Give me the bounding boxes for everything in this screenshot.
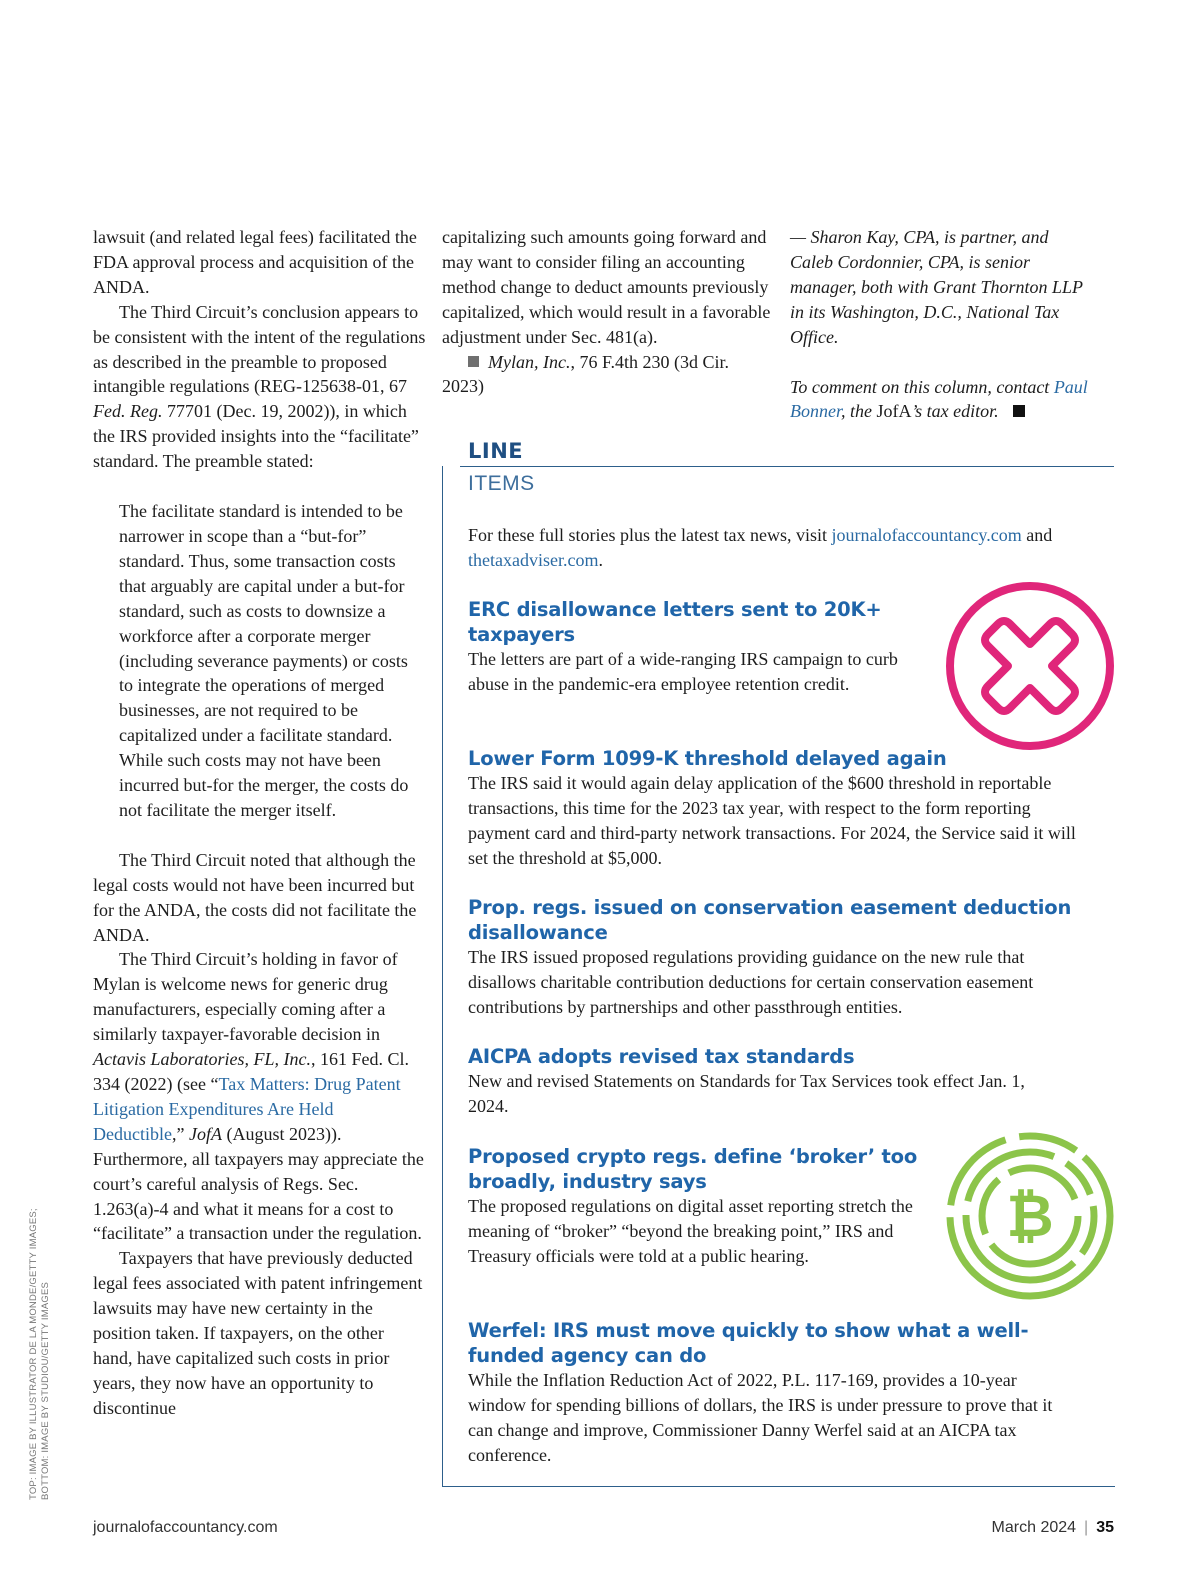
text-run: ’s tax editor. (911, 401, 999, 422)
box-subtitle: ITEMS (468, 472, 535, 495)
text-run: JofA (876, 401, 912, 422)
paragraph: lawsuit (and related legal fees) facilitated the FDA approval process and acquisition of the ANDA. (93, 227, 417, 297)
text-run: (August 2023)). Furthermore, all taxpayers may appreciate the court’s careful analysis of Regs. Sec. 1.263(a)-4 and what it means for a cost to “facilitate” a transaction under the regulation. (93, 1123, 424, 1244)
article-column-1 (93, 225, 426, 1421)
paragraph (93, 300, 426, 474)
credit-line: TOP: IMAGE BY ILLUSTRATOR DE LA MONDE/GETTY IMAGES; (28, 1208, 39, 1500)
news-body: While the Inflation Reduction Act of 2022, P.L. 117-169, provides a 10-year window for spending billions of dollars, the IRS is under pressure to prove that it can change and improve, Commissioner Danny Werfel said at an AICPA tax conference. (468, 1370, 1053, 1465)
footer-date: March 2024 (991, 1519, 1077, 1536)
news-item (468, 895, 1083, 1020)
news-body: New and revised Statements on Standards for Tax Services took effect Jan. 1, 2024. (468, 1071, 1025, 1116)
tax-matters-link[interactable]: Tax Matters: Drug Patent Litigation Expenditures Are Held Deductible (93, 1074, 401, 1144)
footer-site: journalofaccountancy.com (93, 1519, 278, 1536)
news-headline[interactable]: Werfel: IRS must move quickly to show what a well-funded agency can do (468, 1319, 1029, 1367)
text-run: To comment on this column, contact (790, 376, 1054, 397)
news-item (468, 597, 898, 697)
news-body: The IRS issued proposed regulations providing guidance on the new rule that disallows charitable contribution deductions for certain conservation easement contributions by partnerships and other passthrough entities. (468, 947, 1034, 1017)
bitcoin-icon (942, 1128, 1118, 1304)
text-run: For these full stories plus the latest tax news, visit (468, 525, 832, 545)
end-mark-icon (1013, 405, 1025, 417)
x-mark-icon (985, 621, 1075, 711)
text-run: The Third Circuit’s conclusion appears to be consistent with the intent of the regulations as described in the preamble to proposed intangible regulations (REG-125638-01, 67 (93, 301, 426, 397)
case-citation (442, 350, 772, 400)
paragraph: The Third Circuit noted that although the legal costs would not have been incurred but for the ANDA, the costs did not facilitate the ANDA. (93, 849, 417, 945)
text-run: and (1021, 525, 1053, 545)
x-icon-ring (950, 586, 1110, 746)
news-item (468, 746, 1083, 871)
square-bullet-icon (468, 356, 479, 367)
text-run: 77701 (Dec. 19, 2002)), in which the IRS provided insights into the “facilitate” standard. The preamble stated: (93, 401, 419, 472)
news-item (468, 1144, 928, 1269)
comment-note (790, 375, 1090, 425)
page-number: 35 (1096, 1519, 1114, 1536)
news-headline[interactable]: AICPA adopts revised tax standards (468, 1045, 855, 1068)
article-column-3 (790, 225, 1090, 424)
photo-credit (28, 1200, 52, 1500)
paragraph: capitalizing such amounts going forward and may want to consider filing an accounting method change to deduct amounts previously capitalized, which would result in a favorable adjustment under Sec. 481(a). (442, 227, 771, 347)
news-headline[interactable]: Proposed crypto regs. define ‘broker’ too broadly, industry says (468, 1145, 918, 1193)
article-column-2 (442, 225, 772, 399)
text-run: , the (841, 401, 877, 422)
news-headline[interactable]: Lower Form 1099-K threshold delayed again (468, 747, 947, 770)
news-body: The proposed regulations on digital asset reporting stretch the meaning of “broker” “beyond the breaking point,” IRS and Treasury officials were told at a public hearing. (468, 1196, 913, 1266)
text-run: . (598, 549, 603, 570)
news-headline[interactable]: Prop. regs. issued on conservation easement deduction disallowance (468, 896, 1072, 944)
text-run: , 161 Fed. Cl. 334 (2022) (see “ (93, 1049, 410, 1094)
box-top-rule (460, 466, 1114, 467)
news-headline[interactable]: ERC disallowance letters sent to 20K+ taxpayers (468, 598, 882, 646)
text-run: JofA (188, 1123, 222, 1144)
author-bio: — Sharon Kay, CPA, is partner, and Caleb Cordonnier, CPA, is senior manager, both with Grant Thornton LLP in its Washington, D.C., National Tax Office. (790, 227, 1083, 347)
news-body: The IRS said it would again delay application of the $600 threshold in reportable transactions, this time for the 2023 tax year, with respect to the form reporting payment card and third-party network transactions. For 2024, the Service said it will set the threshold at $5,000. (468, 773, 1076, 868)
credit-line: BOTTOM: IMAGE BY STUDIOU/GETTY IMAGES (40, 1281, 51, 1500)
case-name: Mylan, Inc. (488, 351, 571, 372)
news-body: The letters are part of a wide-ranging IRS campaign to curb abuse in the pandemic-era employee retention credit. (468, 649, 898, 694)
text-run: ,” (171, 1123, 189, 1144)
bitcoin-symbol: ₿ (1006, 1182, 1054, 1250)
text-run: Fed. Reg. (93, 401, 163, 422)
text-run: , 76 F.4th 230 (3d Cir. 2023) (442, 351, 730, 397)
box-title: LINE (468, 439, 524, 463)
thetaxadviser-link[interactable]: thetaxadviser.com (468, 549, 599, 570)
footer-page-info (992, 1519, 1114, 1537)
box-intro (468, 523, 1088, 573)
editor-link[interactable]: Paul Bonner (790, 376, 1088, 422)
news-item (468, 1318, 1078, 1468)
case-name: Actavis Laboratories, FL, Inc. (93, 1049, 311, 1070)
block-quote: The facilitate standard is intended to be narrower in scope than a “but-for” standard. Thus, some transaction costs that arguably are capital under a but-for standard, such as costs to downsize a workforce after a corporate merger (including severance payments) or costs to integrate the operations of merged businesses, are not required to be capitalized under a facilitate standard. While such costs may not have been incurred but-for the merger, the costs do not facilitate the merger itself. (119, 501, 409, 820)
x-cancel-icon (942, 578, 1118, 754)
news-item (468, 1044, 1058, 1119)
footer-separator: | (1084, 1519, 1089, 1536)
journalofaccountancy-link[interactable]: journalofaccountancy.com (831, 525, 1022, 545)
paragraph (93, 947, 426, 1246)
text-run: The Third Circuit’s holding in favor of Mylan is welcome news for generic drug manufacturers, especially coming after a similarly taxpayer-favorable decision in (93, 949, 398, 1045)
paragraph: Taxpayers that have previously deducted legal fees associated with patent infringement lawsuits may have new certainty in the position taken. If taxpayers, on the other hand, have capitalized such costs in prior years, they now have an opportunity to discontinue (93, 1248, 423, 1418)
